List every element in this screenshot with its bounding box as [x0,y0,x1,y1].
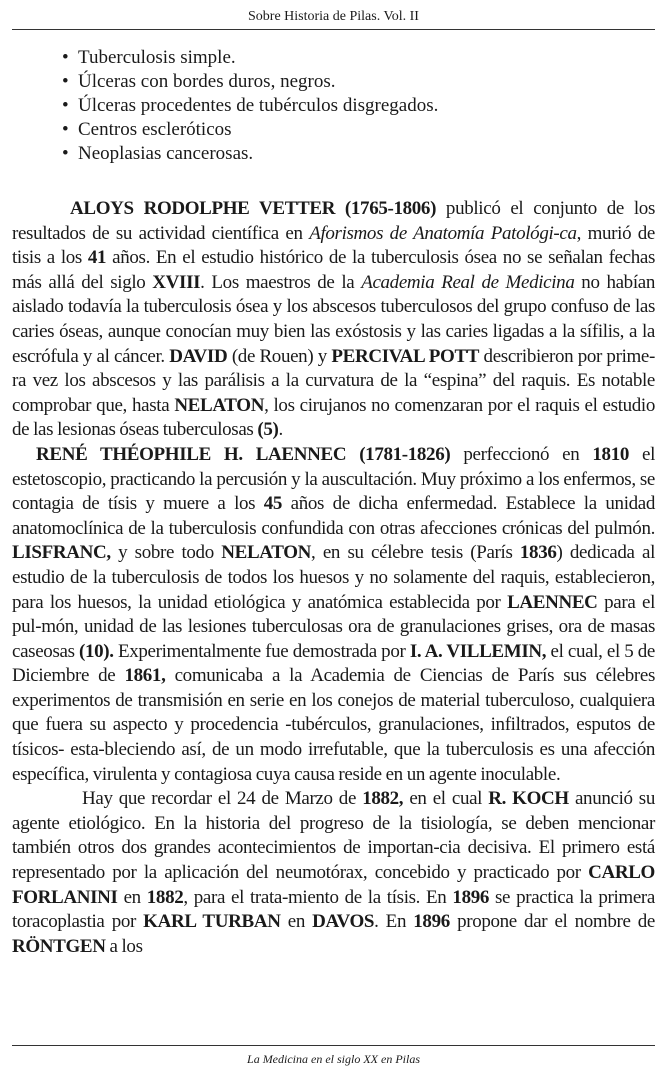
bold-text: LISFRANC, [12,542,111,564]
bold-text: DAVOS [312,911,375,933]
bold-text: CARLO FORLANINI [12,862,655,908]
bold-text: RÖNTGEN [12,935,106,957]
bold-text: PERCIVAL POTT [331,345,480,367]
bold-text: (10). [78,640,114,662]
list-item: • Úlceras con bordes duros, negros. [62,70,655,94]
bold-text: 1896 [413,911,450,933]
header-rule [12,29,655,30]
bold-text: I. A. VILLEMIN, [409,640,547,662]
bold-text: RENÉ THÉOPHILE H. LAENNEC [36,443,347,465]
footer-rule [12,1045,655,1046]
bold-text: 1882, [362,788,404,810]
bold-text: KARL TURBAN [143,911,281,933]
bold-text: R. KOCH [488,788,569,810]
bold-text: 1896 [452,886,490,908]
bold-text: XVIII [152,271,201,293]
paragraph-laennec: RENÉ THÉOPHILE H. LAENNEC (1781-1826) perfeccionó en 1810 el estetoscopio, practicando la percusión y la auscultación. Muy próximo a los enfermos, se contagia de tísis y muere a los 45 años de dicha enfermedad. Establece la unidad anatomoclínica de la tuberculosis confundida con otras afecciones crónicas del pulmón. LISFRANC, y sobre todo NELATON, en su célebre tesis (París 1836) dedicada al estudio de la tuberculosis de todos los huesos y no solamente del raquis, establecieron, para los huesos, la unidad etiológica y anatómica establecida por LAENNEC para el pul-món, unidad de las lesiones tuberculosas ora de granulaciones grises, ora de masas caseosas (10). Experimentalmente fue demostrada por I. A. VILLEMIN, el cual, el 5 de Diciembre de 1861, comunicaba a la Academia de Ciencias de París sus célebres experimentos de transmisión en serie en los conejos de material tuberculoso, cualquiera que fuera su aspecto y procedencia -tubérculos, granulaciones, infiltrados, esputos de tísicos- esta-bleciendo así, de un modo irrefutable, que la tuberculosis es una afección específica, virulenta y contagiosa cuya causa reside en un agente inoculable. [12,443,656,785]
bold-text: 1882 [146,886,184,908]
bold-text: (1781-1826) [359,443,451,465]
bullet-list [62,46,655,166]
bold-text: 41 [87,247,107,269]
list-item: • Centros escleróticos [62,118,655,142]
italic-text: Academia Real de Medicina [361,271,575,293]
bold-text: 45 [263,493,283,515]
footer-text: La Medicina en el siglo XX en Pilas [247,1052,420,1066]
paragraph-koch: Hay que recordar el 24 de Marzo de 1882, en el cual R. KOCH anunció su agente etiológico. En la historia del progreso de la tisiología, se deben mencionar también otros dos grandes acontecimientos de importan-cia decisiva. El primero está representado por la aplicación del neumotórax, concebido y practicado por CARLO FORLANINI en 1882, para el trata-miento de la tísis. En 1896 se practica la primera toracoplastia por KARL TURBAN en DAVOS. En 1896 propone dar el nombre de RÖNTGEN a los [12,788,655,957]
paragraph-vetter: ALOYS RODOLPHE VETTER (1765-1806) publicó el conjunto de los resultados de su actividad científica en Aforismos de Anatomía Patológi-ca, murió de tisis a los 41 años. En el estudio histórico de la tuberculosis ósea no se señalan fechas más allá del siglo XVIII. Los maestros de la Academia Real de Medicina no habían aislado todavía la tuberculosis ósea y los abscesos tuberculosos del grupo confuso de las caries óseas, aunque conocían muy bien las exóstosis y las caries ligadas a la sífilis, a la escrófula y al cáncer. DAVID (de Rouen) y PERCIVAL POTT describieron por prime-ra vez los abscesos y las parálisis a la curvatura de la “espina” del raquis. Es notable comprobar que, hasta NELATON, los cirujanos no comenzaran por el raquis el estudio de las lesionas óseas tuberculosas (5). [12,198,656,441]
bold-text: LAENNEC [507,591,598,613]
list-item: • Úlceras procedentes de tubérculos disgregados. [62,94,655,118]
list-item: • Tuberculosis simple. [62,46,655,70]
bold-text: (5) [257,419,279,441]
bold-text: 1836 [519,542,557,564]
bold-text: 1810 [592,443,629,465]
bold-text: NELATON [221,542,312,564]
bold-text: DAVID [169,345,228,367]
running-head: Sobre Historia de Pilas. Vol. II [248,9,419,24]
bold-text: 1861, [124,665,166,687]
page-body [12,46,655,959]
italic-text: Aforismos de Anatomía Patológi-ca [309,222,577,244]
list-item: • Neoplasias cancerosas. [62,142,655,166]
bold-text: NELATON [174,394,265,416]
bold-text: ALOYS RODOLPHE VETTER (1765-1806) [70,198,437,219]
